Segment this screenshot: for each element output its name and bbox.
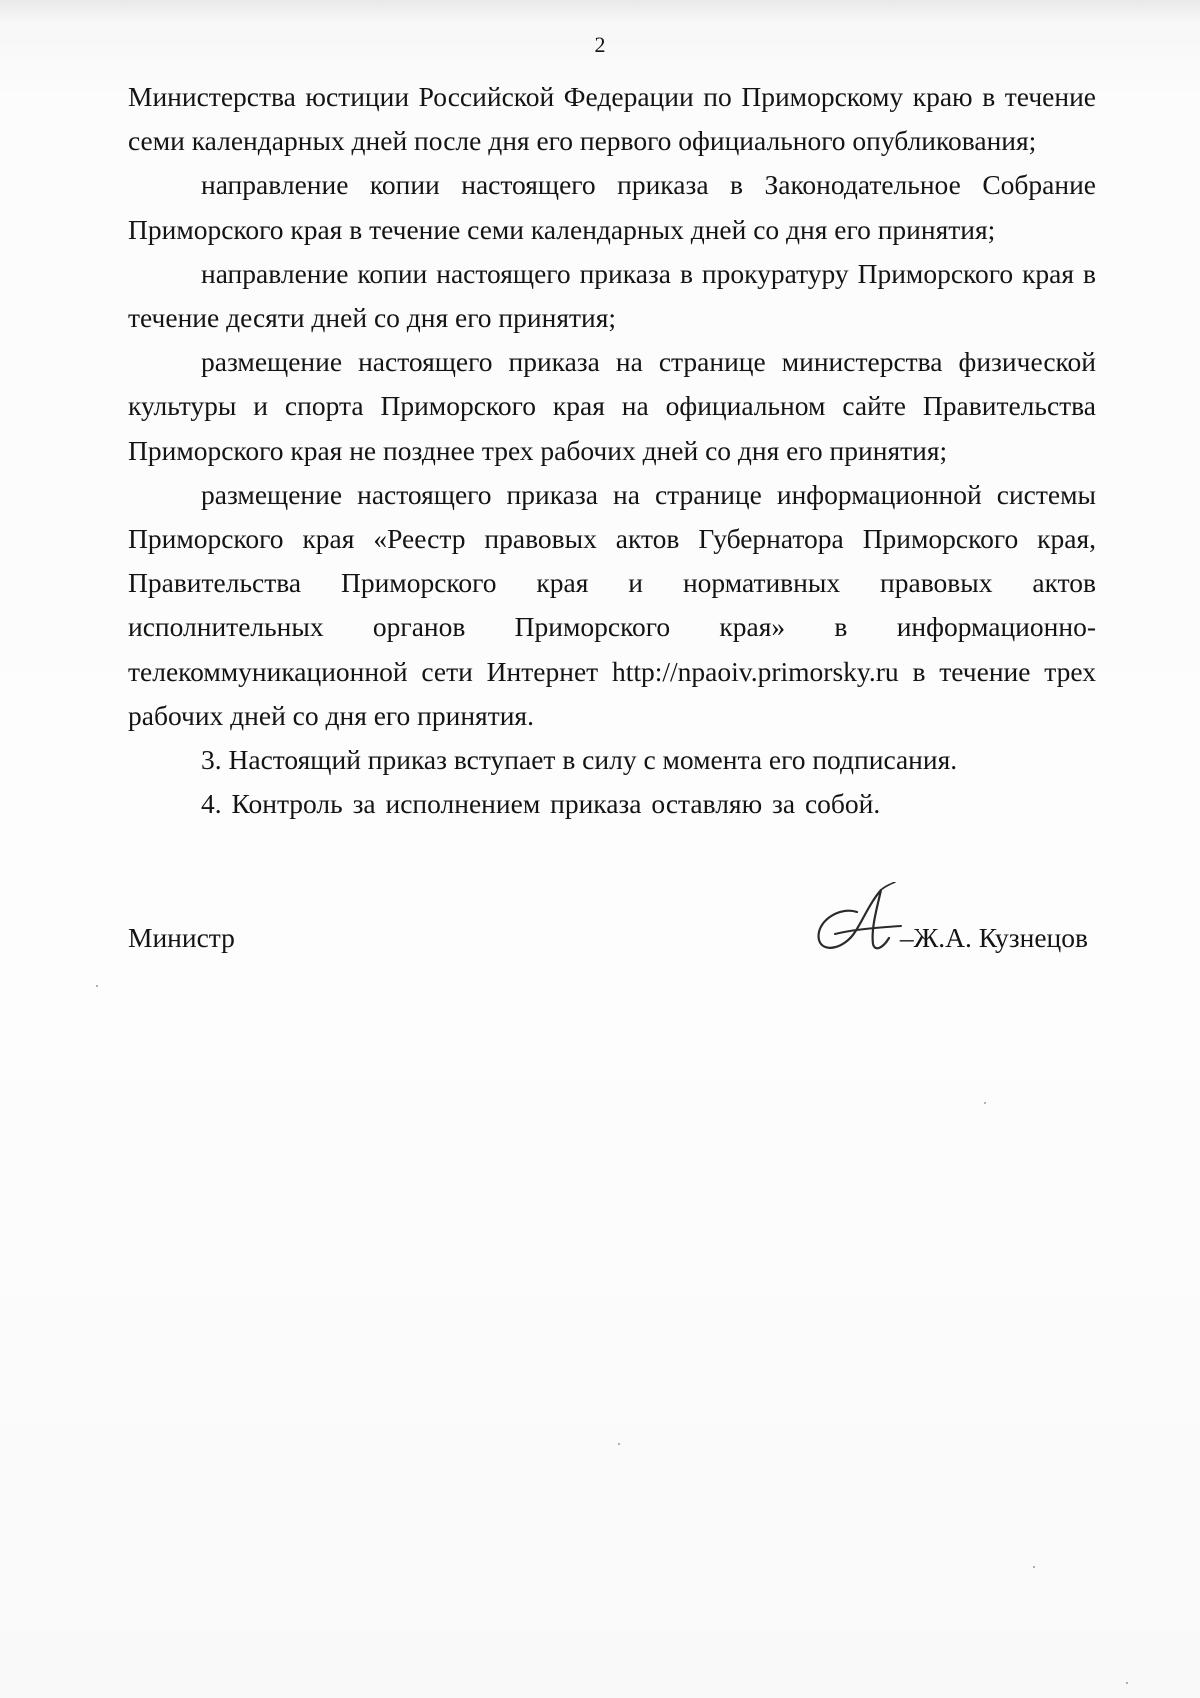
paragraph-legislative-assembly: направление копии настоящего приказа в Законодательное Собрание Приморского края в течение семи календарных дней со дня его принятия; xyxy=(128,169,1096,245)
scan-speck xyxy=(1126,1682,1128,1684)
handwritten-signature xyxy=(805,882,915,960)
paragraph-continuation: Министерства юстиции Российской Федерации по Приморскому краю в течение семи календарных дней после дня его первого официального опубликования; xyxy=(128,81,1096,157)
clause-4: 4. Контроль за исполнением приказа оставляю за собой. xyxy=(201,788,881,820)
scan-speck xyxy=(1033,1566,1035,1568)
scan-speck xyxy=(618,1443,620,1445)
clause-3: 3. Настоящий приказ вступает в силу с момента его подписания. xyxy=(201,744,958,776)
scan-speck xyxy=(984,1102,986,1104)
paragraph-registry: размещение настоящего приказа на странице информационной системы Приморского края «Реестр правовых актов Губернатора Приморского края, Правительства Приморского края и нормативных правовых актов исполнительных органов Приморского края» в информационно-телекоммуникационной сети Интернет http://npaoiv.primorsky.ru в течение трех рабочих дней со дня его принятия. xyxy=(128,478,1096,731)
scan-top-shadow xyxy=(0,0,1200,22)
document-body xyxy=(128,75,1096,826)
signatory-title: Министр xyxy=(128,922,235,953)
paragraph-prosecutor: направление копии настоящего приказа в прокуратуру Приморского края в течение десяти дней со дня его принятия; xyxy=(128,257,1096,334)
paragraph-ministry-page: размещение настоящего приказа на странице министерства физической культуры и спорта Приморского края на официальном сайте Правительства Приморского края не позднее трех рабочих дней со дня его принятия; xyxy=(128,346,1096,466)
signature-block xyxy=(128,918,1088,968)
scan-speck xyxy=(96,985,98,987)
page-number: 2 xyxy=(594,32,606,57)
signatory-name: –Ж.А. Кузнецов xyxy=(899,922,1088,953)
